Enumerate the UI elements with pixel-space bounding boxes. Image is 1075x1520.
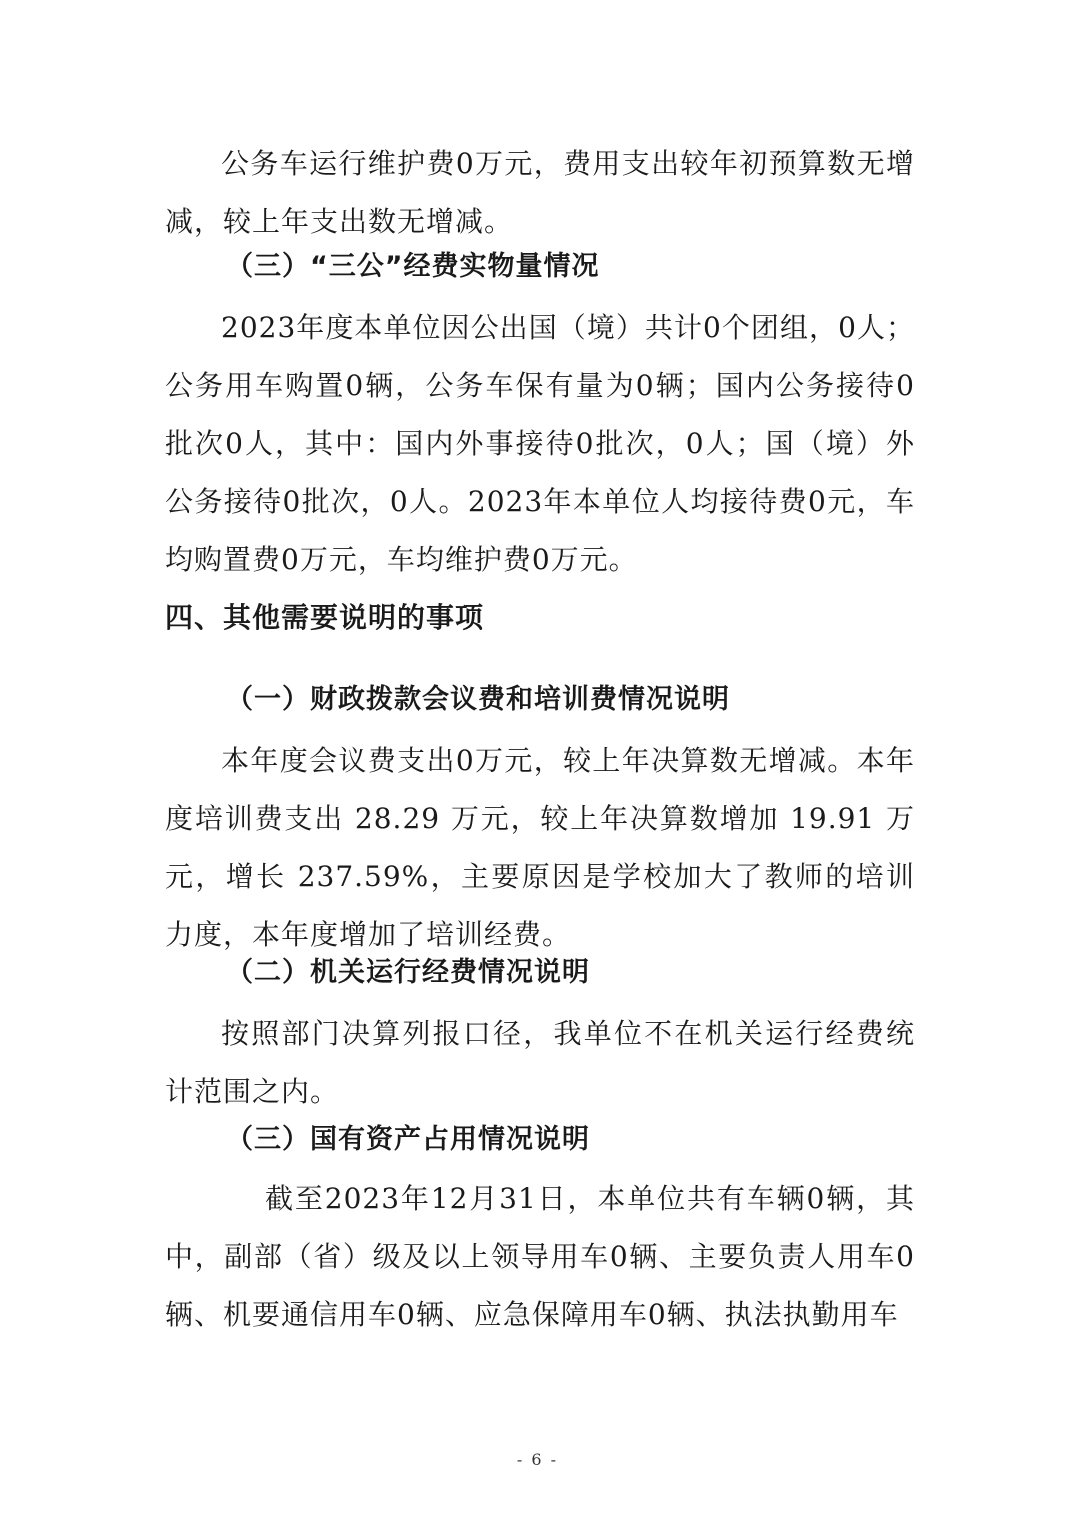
- page-number: - 6 -: [516, 1450, 559, 1469]
- paragraph-vehicle-maintenance: 公务车运行维护费0万元，费用支出较年初预算数无增减，较上年支出数无增减。: [165, 147, 915, 238]
- paragraph-meeting-training-fees: 本年度会议费支出0万元，较上年决算数无增减。本年度培训费支出 28.29 万元，较上年决算数增加 19.91 万元，增长 237.59%，主要原因是学校加大了教师的培训力度，本年度增加了培训经费。: [165, 744, 915, 951]
- paragraph-operating-expenses: 按照部门决算列报口径，我单位不在机关运行经费统计范围之内。: [165, 1017, 915, 1108]
- section-heading-other-matters: 四、其他需要说明的事项: [165, 601, 485, 634]
- heading-sangong-physical-quantity: （三）“三公”经费实物量情况: [226, 251, 600, 282]
- heading-meeting-training-fees: （一）财政拨款会议费和培训费情况说明: [226, 684, 730, 715]
- heading-state-assets: （三）国有资产占用情况说明: [226, 1124, 590, 1155]
- paragraph-sangong-quantities: 2023年度本单位因公出国（境）共计0个团组，0人；公务用车购置0辆，公务车保有量为0辆；国内公务接待0批次0人，其中：国内外事接待0批次，0人；国（境）外公务接待0批次，0人。2023年本单位人均接待费0元，车均购置费0万元，车均维护费0万元。: [165, 311, 915, 576]
- heading-operating-expenses: （二）机关运行经费情况说明: [226, 957, 590, 988]
- paragraph-state-assets: 截至2023年12月31日，本单位共有车辆0辆，其中，副部（省）级及以上领导用车0辆、主要负责人用车0辆、机要通信用车0辆、应急保障用车0辆、执法执勤用车: [165, 1182, 915, 1331]
